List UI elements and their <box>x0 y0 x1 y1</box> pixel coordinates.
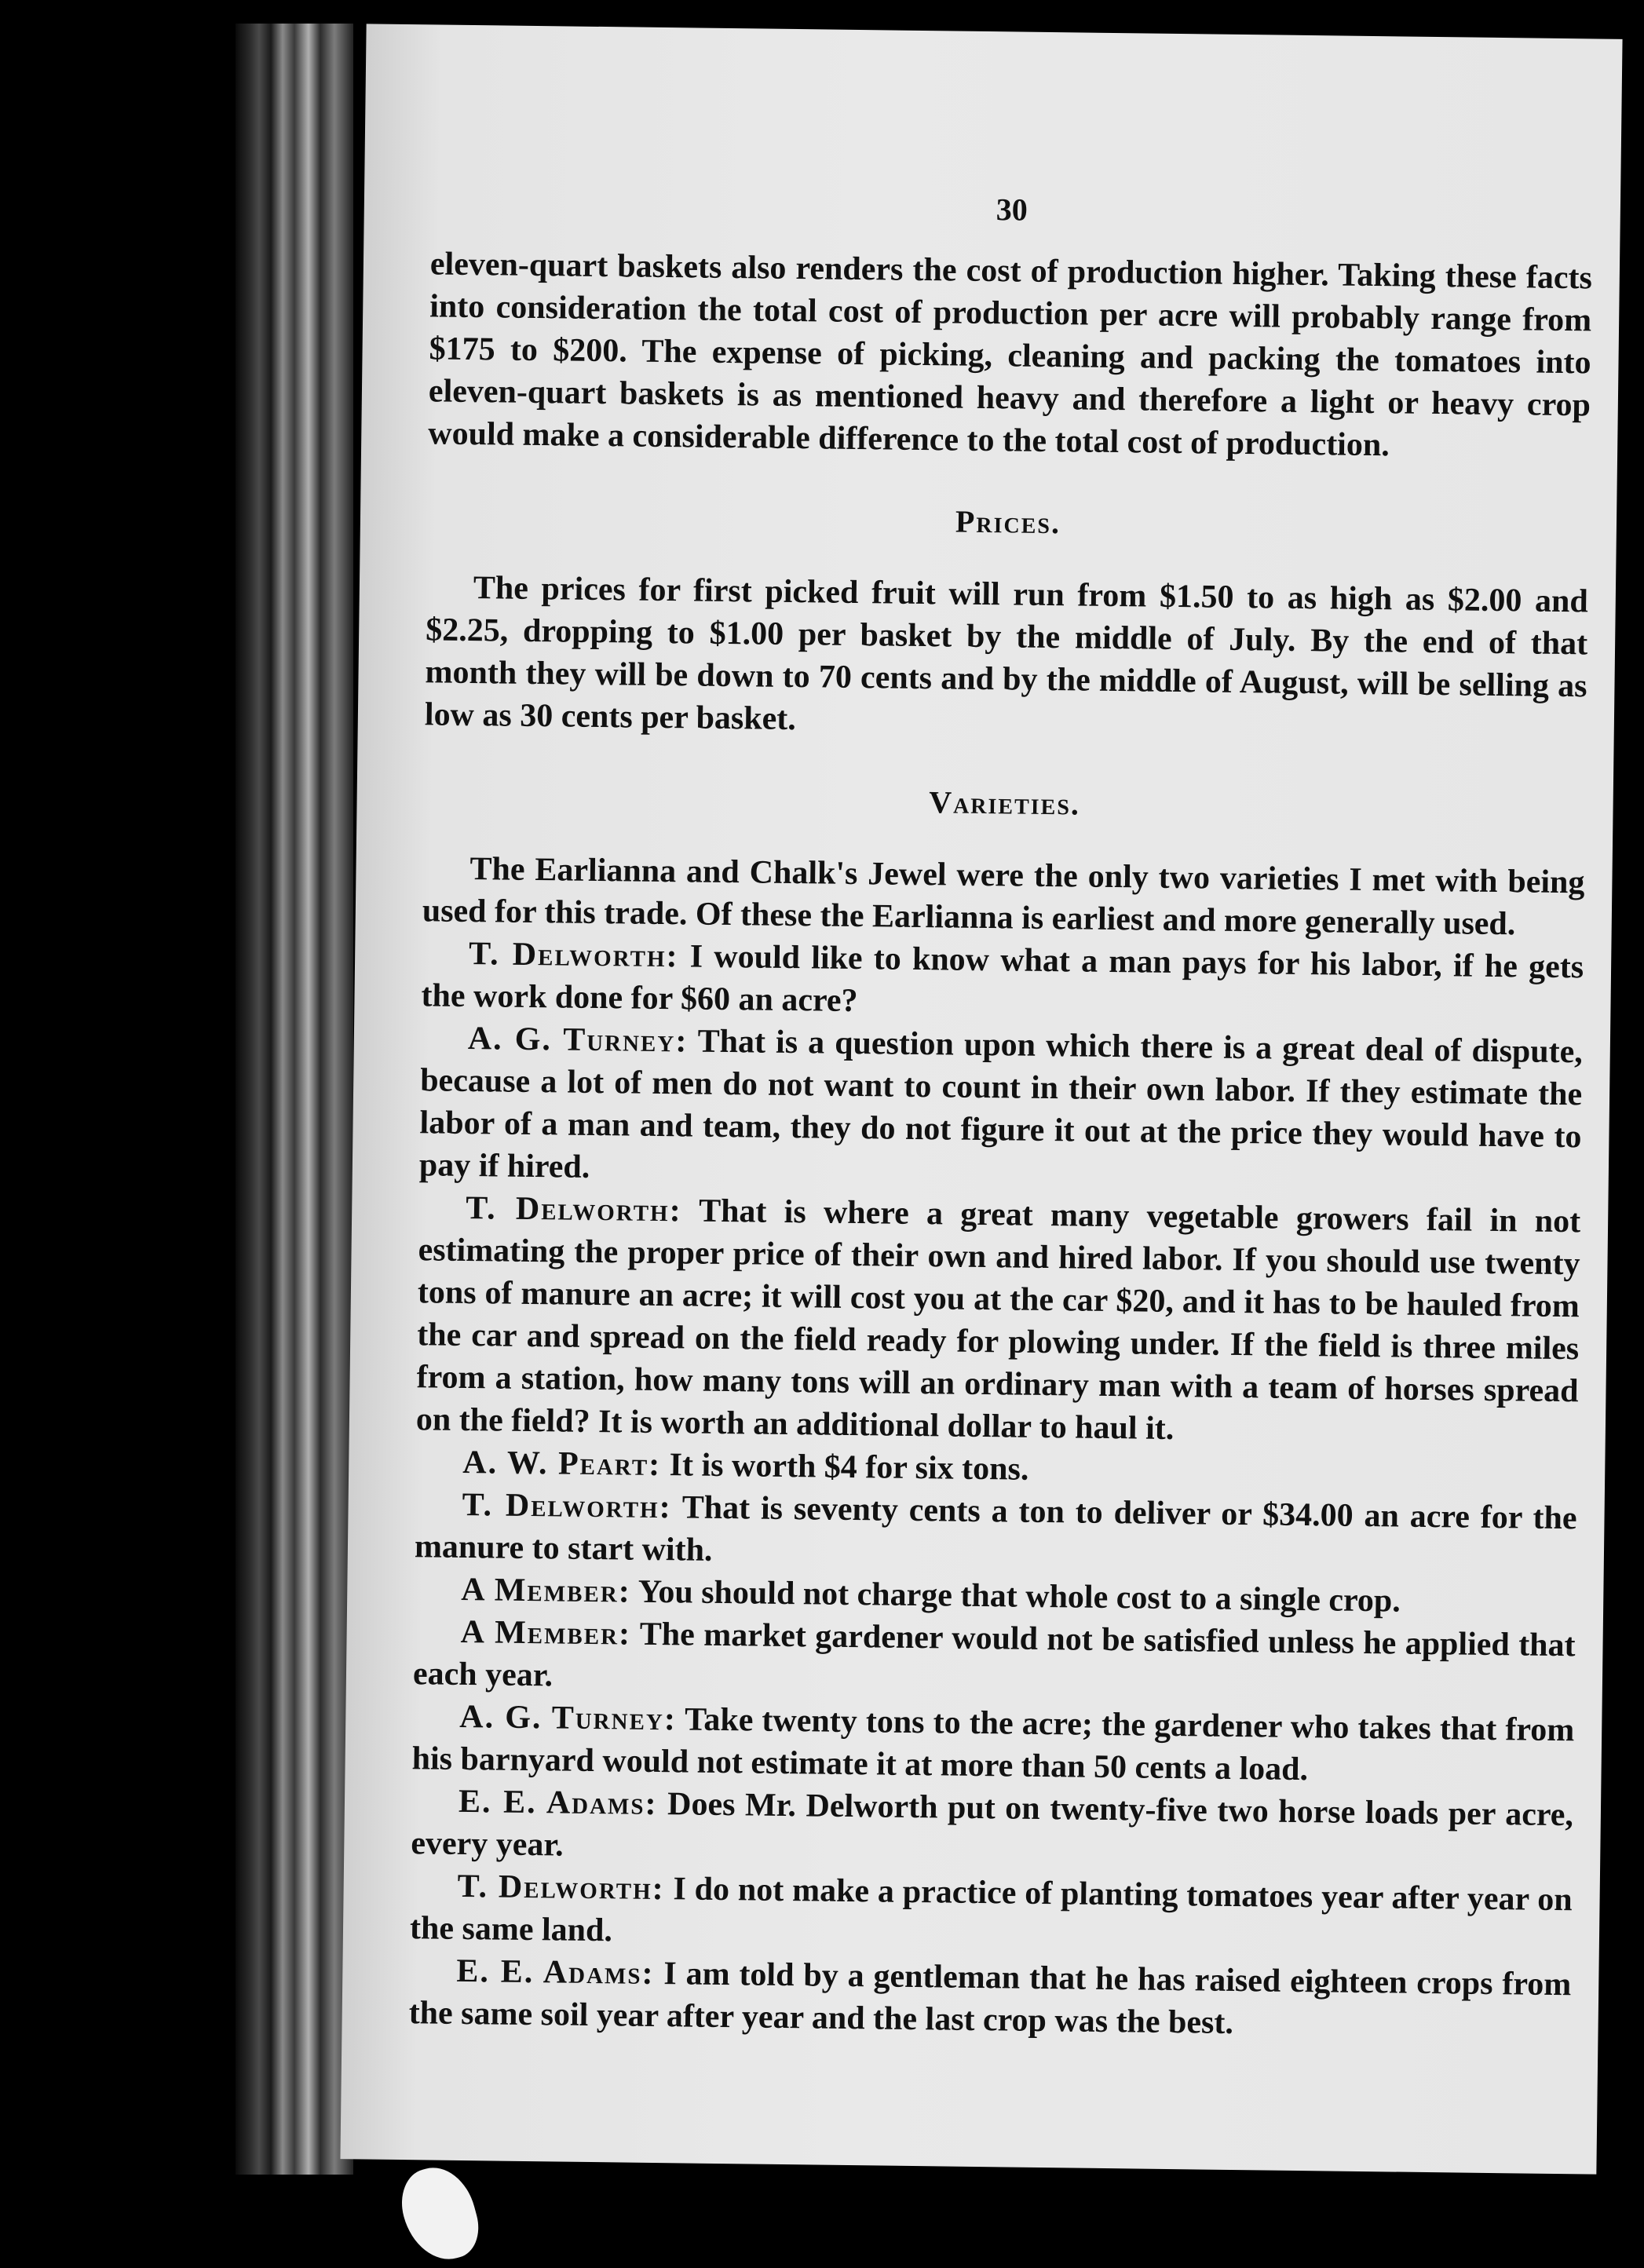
speech-text: I do not make a practice of planting tomatoes year after year on the same land. <box>409 1871 1573 1949</box>
speech-text: It is worth $4 for six tons. <box>660 1447 1029 1488</box>
speech-text: The market gardener would not be satisfied unless he applied that each year. <box>412 1616 1576 1694</box>
speaker-name: T. Delworth: <box>468 936 679 975</box>
speaker-name: T. Delworth: <box>457 1868 665 1908</box>
page-number: 30 <box>996 192 1028 228</box>
dialogue-entry <box>411 1695 1574 1794</box>
speaker-name: E. E. Adams: <box>456 1952 655 1992</box>
dialogue-entry <box>419 1017 1584 1200</box>
book-gutter <box>236 24 353 2175</box>
speaker-name: E. E. Adams: <box>458 1783 658 1823</box>
paragraph-cost: eleven-quart baskets also renders the cost of production higher. Taking these facts into consideration the total cost of production per acre will probably range from $175 to $200. The expense of picking, cleaning and packing the tomatoes into eleven-quart baskets is as mentioned heavy and therefore a light or heavy crop would make a considerable difference to the total cost of production. <box>428 246 1593 464</box>
dialogue-entry <box>413 1610 1576 1709</box>
speaker-name: A Member: <box>460 1613 632 1653</box>
heading-prices: Prices. <box>955 503 1061 541</box>
dialogue-entry <box>410 1864 1573 1963</box>
book-page <box>340 24 1622 2174</box>
dialogue-entry <box>415 1483 1577 1582</box>
speaker-name: T. Delworth: <box>462 1486 672 1526</box>
paragraph-prices: The prices for first picked fruit will run from $1.50 to as high as $2.00 and $2.25, dropping to $1.00 per basket by the middle of July. By the end of that month they will be down to 70 cents and by the middle of August, will be selling as low as 30 cents per basket. <box>424 570 1589 738</box>
speech-text: I am told by a gentleman that he has raised eighteen crops from the same soil year after year and the last crop was the best. <box>408 1955 1572 2042</box>
speaker-name: A Member: <box>461 1571 632 1610</box>
speech-text: Take twenty tons to the acre; the gardener who takes that from his barnyard would not estimate it at more than 50 cents a load. <box>411 1701 1575 1788</box>
speech-text: I would like to know what a man pays for his labor, if he gets the work done for $60 an acre? <box>421 938 1584 1020</box>
dialogue-entry <box>408 1949 1571 2048</box>
speaker-name: A. G. Turney: <box>459 1698 678 1738</box>
paper-damage-spot <box>393 2159 486 2268</box>
speaker-name: T. Delworth: <box>465 1189 682 1229</box>
paragraph-varieties: The Earlianna and Chalk's Jewel were the only two varieties I met with being used for this trade. Of these the Earlianna is earliest and more generally used. <box>422 851 1585 943</box>
page-content <box>408 181 1593 2048</box>
speech-text: You should not charge that whole cost to a single crop. <box>630 1573 1401 1620</box>
speech-text: Does Mr. Delworth put on twenty-five two horse loads per acre, every year. <box>411 1786 1574 1864</box>
heading-varieties: Varieties. <box>928 784 1081 822</box>
speaker-name: A. W. Peart: <box>462 1444 662 1484</box>
speaker-name: A. G. Turney: <box>467 1021 689 1060</box>
dialogue-entry <box>416 1186 1581 1455</box>
speech-text: That is where a great many vegetable growers fail in not estimating the proper price of their own and hired labor. If you should use twenty tons of manure an acre; it will cost you at the car $20, and it has to be hauled from the car and spread on the field ready for plowing under. If the field is three miles from a station, how many tons will an ordinary man with a team of horses spread on the field? It is worth an additional dollar to haul it. <box>415 1192 1581 1448</box>
dialogue-entry <box>421 932 1584 1031</box>
speech-text: That is a question upon which there is a great deal of dispute, because a lot of men do not want to count in their own labor. If they estimate the labor of a man and team, they do not figure it out at the price they would have to pay if hired. <box>418 1023 1584 1185</box>
speech-text: That is seventy cents a ton to deliver or $34.00 an acre for the manure to start with. <box>414 1489 1577 1569</box>
dialogue-entry <box>411 1780 1573 1879</box>
